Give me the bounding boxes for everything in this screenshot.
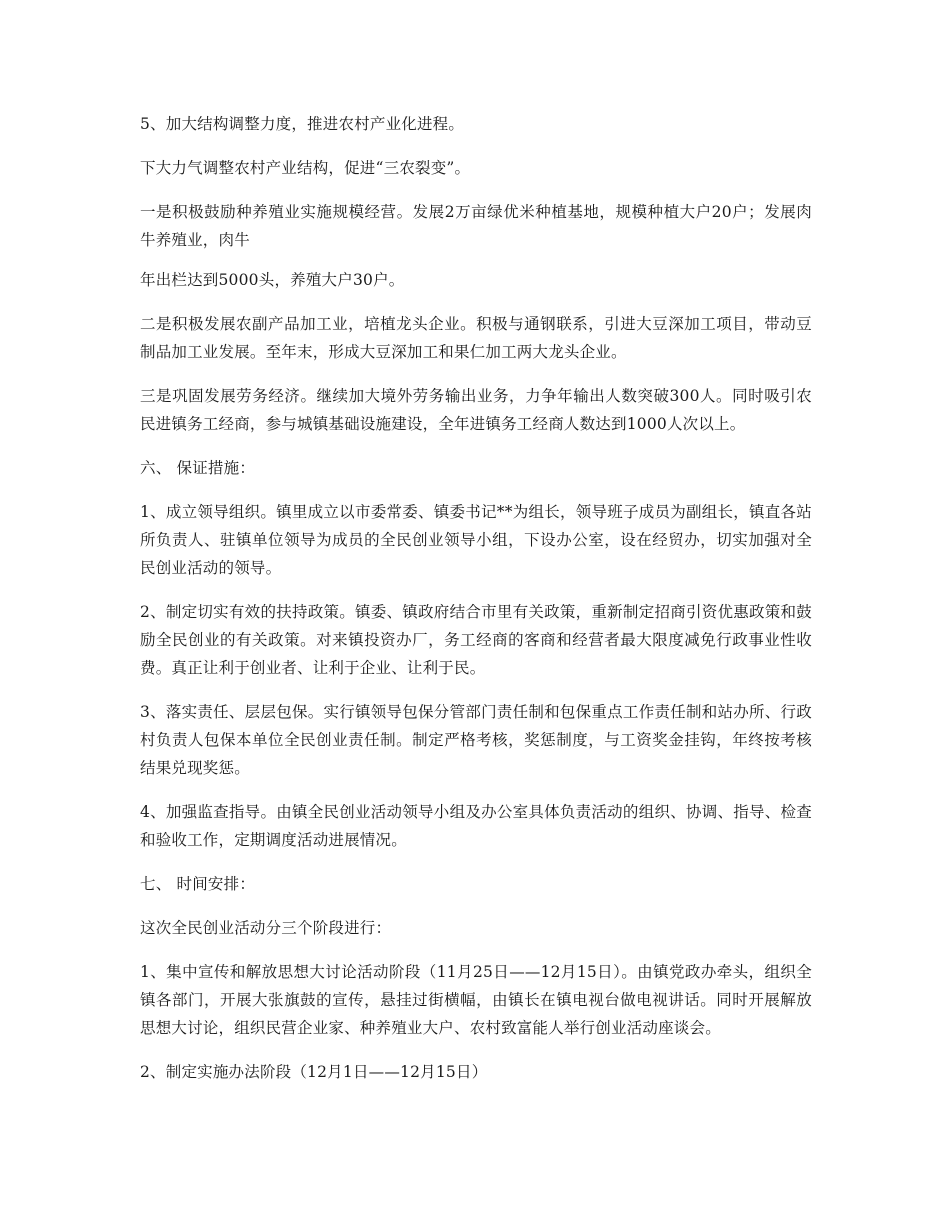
paragraph-labor: 三是巩固发展劳务经济。继续加大境外劳务输出业务，力争年输出人数突破300人。同时吸引农民进镇务工经商，参与城镇基础设施建设，全年进镇务工经商人数达到1000人次以上。 bbox=[140, 387, 812, 433]
paragraph-schedule-intro: 这次全民创业活动分三个阶段进行： bbox=[140, 919, 392, 937]
paragraph-measure-2: 2、制定切实有效的扶持政策。镇委、镇政府结合市里有关政策，重新制定招商引资优惠政策和鼓励全民创业的有关政策。对来镇投资办厂，务工经商的客商和经营者最大限度减免行政事业性收费。真正让利于创业者、让利于企业、让利于民。 bbox=[140, 603, 812, 677]
paragraph-planting: 一是积极鼓励种养殖业实施规模经营。发展2万亩绿优米种植基地，规模种植大户20户；发展肉牛养殖业，肉牛 bbox=[140, 203, 812, 249]
heading-measures: 六、 保证措施： bbox=[140, 459, 256, 477]
heading-structure-adjustment: 5、加大结构调整力度，推进农村产业化进程。 bbox=[140, 115, 465, 133]
paragraph-measure-3: 3、落实责任、层层包保。实行镇领导包保分管部门责任制和包保重点工作责任制和站办所、行政村负责人包保本单位全民创业责任制。制定严格考核，奖惩制度，与工资奖金挂钩，年终按考核结果兑现奖惩。 bbox=[140, 703, 812, 777]
paragraph-measure-4: 4、加强监查指导。由镇全民创业活动领导小组及办公室具体负责活动的组织、协调、指导、检查和验收工作，定期调度活动进展情况。 bbox=[140, 803, 812, 849]
paragraph-livestock: 年出栏达到5000头，养殖大户30户。 bbox=[140, 271, 405, 289]
paragraph-measure-1: 1、成立领导组织。镇里成立以市委常委、镇委书记**为组长，领导班子成员为副组长，镇直各站所负责人、驻镇单位领导为成员的全民创业领导小组，下设办公室，设在经贸办，切实加强对全民创业活动的领导。 bbox=[140, 503, 812, 577]
paragraph-stage-1: 1、集中宣传和解放思想大讨论活动阶段（11月25日——12月15日）。由镇党政办牵头，组织全镇各部门，开展大张旗鼓的宣传，悬挂过街横幅，由镇长在镇电视台做电视讲话。同时开展解放思想大讨论，组织民营企业家、种养殖业大户、农村致富能人举行创业活动座谈会。 bbox=[140, 963, 812, 1037]
paragraph-stage-2: 2、制定实施办法阶段（12月1日——12月15日） bbox=[140, 1063, 488, 1081]
paragraph-intro: 下大力气调整农村产业结构，促进“三农裂变”。 bbox=[140, 159, 471, 177]
document-body bbox=[140, 110, 812, 1102]
paragraph-processing: 二是积极发展农副产品加工业，培植龙头企业。积极与通钢联系，引进大豆深加工项目，带动豆制品加工业发展。至年末，形成大豆深加工和果仁加工两大龙头企业。 bbox=[140, 315, 812, 361]
heading-schedule: 七、 时间安排： bbox=[140, 875, 256, 893]
